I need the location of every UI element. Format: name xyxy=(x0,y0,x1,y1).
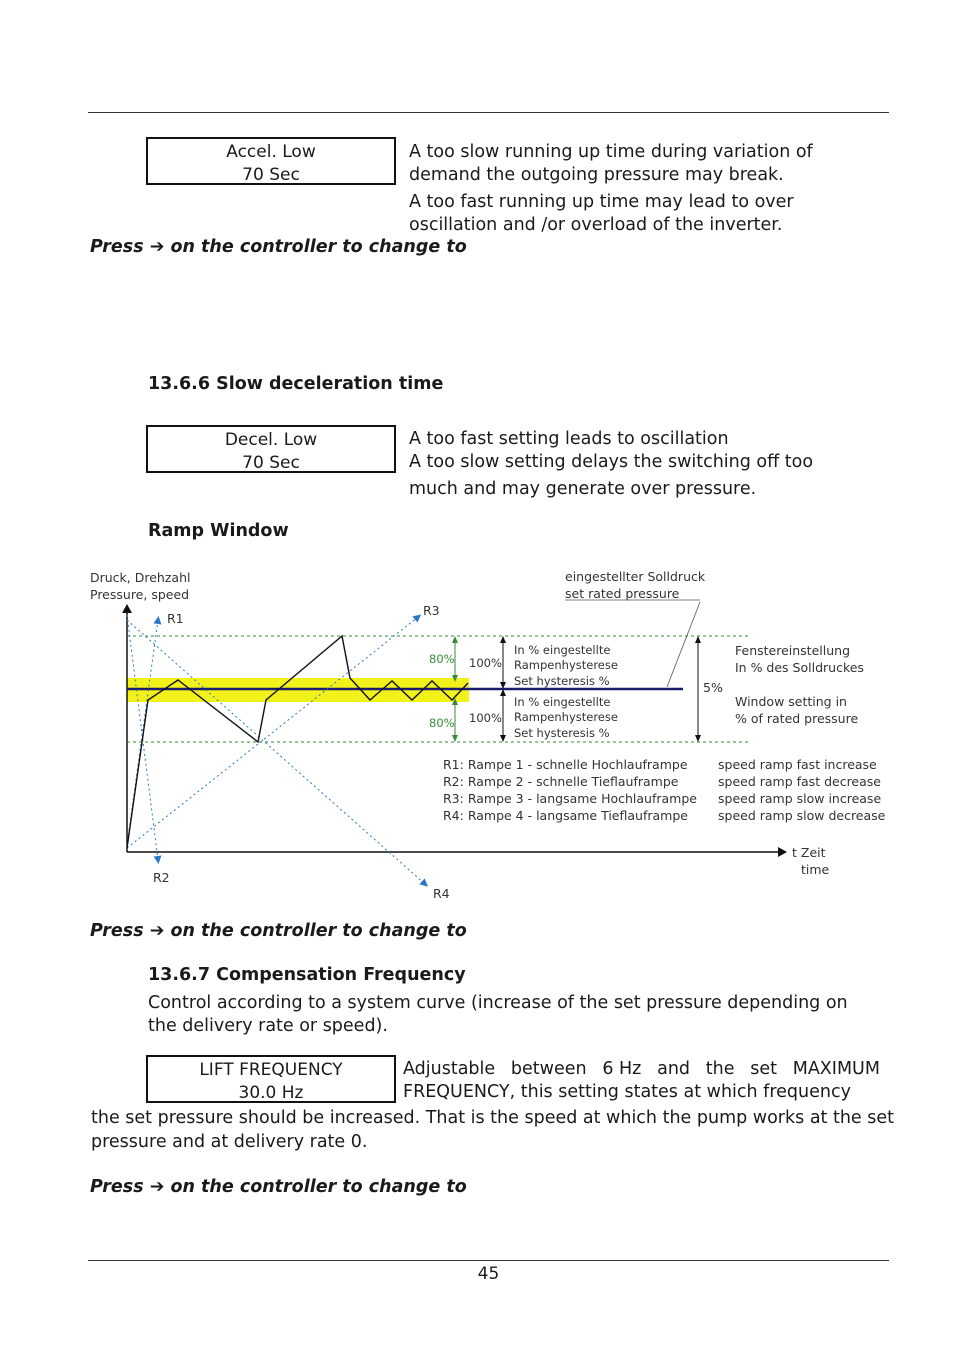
arrow-up-icon xyxy=(695,636,701,643)
press-instruction: Press ➔ on the controller to change to xyxy=(90,1177,467,1197)
section-heading: 13.6.6 Slow deceleration time xyxy=(148,374,444,394)
y-axis-arrow-icon xyxy=(122,604,132,613)
arrow-up-icon xyxy=(500,636,506,643)
desc-word: MAXIMUM xyxy=(792,1059,880,1079)
setpoint-leader xyxy=(667,602,700,687)
desc-line: FREQUENCY, this setting states at which frequency xyxy=(403,1082,851,1102)
legend-de-line: R4: Rampe 4 - langsame Tieflauframpe xyxy=(443,808,688,823)
pct80-bottom: 80% xyxy=(429,716,455,730)
window-en-line: Window setting in xyxy=(735,694,847,709)
pct100-top: 100% xyxy=(469,656,502,670)
time-label-en: time xyxy=(801,862,830,877)
accel-low-display xyxy=(146,137,396,185)
hyst-bottom-line: Rampenhysterese xyxy=(514,710,618,724)
y-label-de: Druck, Drehzahl xyxy=(90,570,191,585)
cont-line: the set pressure should be increased. That is the speed at which the pump works at the set xyxy=(91,1108,894,1128)
setpoint-label-en: set rated pressure xyxy=(565,586,680,601)
legend-de-line: R1: Rampe 1 - schnelle Hochlauframpe xyxy=(443,757,688,772)
lift-frequency-continuation xyxy=(91,1107,894,1154)
desc-word: Adjustable xyxy=(403,1059,496,1079)
decel-description xyxy=(409,428,813,501)
legend-en-line: speed ramp fast increase xyxy=(718,757,877,772)
r2-label: R2 xyxy=(153,870,170,885)
hyst-bottom-line: Set hysteresis % xyxy=(514,726,610,740)
r1-label: R1 xyxy=(167,611,184,626)
setpoint-label-de: eingestellter Solldruck xyxy=(565,569,706,584)
cont-line: pressure and at delivery rate 0. xyxy=(91,1132,368,1152)
pct80-top: 80% xyxy=(429,652,455,666)
ramp-r3-guide xyxy=(127,617,418,848)
legend-en-line: speed ramp slow decrease xyxy=(718,808,886,823)
ramp-window-heading: Ramp Window xyxy=(148,521,289,541)
press-instruction: Press ➔ on the controller to change to xyxy=(90,921,467,941)
legend-de-line: R3: Rampe 3 - langsame Hochlauframpe xyxy=(443,791,697,806)
display-line-1: Accel. Low xyxy=(226,142,316,162)
intro-line: Control according to a system curve (increase of the set pressure depending on xyxy=(148,993,848,1013)
hyst-top-line: Set hysteresis % xyxy=(514,674,610,688)
legend-de-line: R2: Rampe 2 - schnelle Tieflauframpe xyxy=(443,774,679,789)
display-line-2: 30.0 Hz xyxy=(238,1083,304,1103)
desc-line: demand the outgoing pressure may break. xyxy=(409,165,784,185)
justified-line xyxy=(403,1058,880,1081)
desc-line: A too slow running up time during variation of xyxy=(409,142,813,162)
display-line-1: LIFT FREQUENCY xyxy=(199,1060,343,1080)
legend-en-line: speed ramp slow increase xyxy=(718,791,882,806)
pct100-bottom: 100% xyxy=(469,711,502,725)
arrow-down-icon xyxy=(500,735,506,742)
desc-word: set xyxy=(750,1059,777,1079)
arrow-up-icon xyxy=(452,636,458,643)
desc-line: A too fast setting leads to oscillation xyxy=(409,429,729,449)
r3-label: R3 xyxy=(423,603,440,618)
hyst-top-line: In % eingestellte xyxy=(514,643,611,657)
lift-frequency-description xyxy=(403,1058,880,1104)
legend-en-line: speed ramp fast decrease xyxy=(718,774,881,789)
desc-word: and xyxy=(657,1059,691,1079)
press-instruction: Press ➔ on the controller to change to xyxy=(90,237,467,257)
page-number: 45 xyxy=(477,1264,500,1284)
display-line-2: 70 Sec xyxy=(242,453,300,473)
desc-line: A too fast running up time may lead to over xyxy=(409,192,794,212)
desc-line: much and may generate over pressure. xyxy=(409,479,757,499)
ramp-window-diagram xyxy=(0,560,954,905)
desc-word: 6 Hz xyxy=(602,1059,642,1079)
desc-line: oscillation and /or overload of the inverter. xyxy=(409,215,783,235)
y-label-en: Pressure, speed xyxy=(90,587,190,602)
ramp-r4-guide xyxy=(127,620,425,884)
pct5-label: 5% xyxy=(703,680,723,695)
display-line-1: Decel. Low xyxy=(224,430,318,450)
time-label-de: t Zeit xyxy=(792,845,826,860)
r4-label: R4 xyxy=(433,886,450,901)
footer-rule xyxy=(88,1260,889,1261)
arrow-down-icon xyxy=(452,735,458,742)
compensation-intro xyxy=(148,992,848,1038)
window-de-line: In % des Solldruckes xyxy=(735,660,864,675)
arrow-down-icon xyxy=(695,735,701,742)
x-axis-arrow-icon xyxy=(778,847,787,857)
decel-low-display xyxy=(146,425,396,473)
lift-frequency-display xyxy=(146,1055,396,1103)
hyst-top-line: Rampenhysterese xyxy=(514,658,618,672)
display-line-2: 70 Sec xyxy=(242,165,300,185)
intro-line: the delivery rate or speed). xyxy=(148,1016,388,1036)
header-rule xyxy=(88,112,889,113)
window-en-line: % of rated pressure xyxy=(735,711,859,726)
desc-word: the xyxy=(705,1059,735,1079)
window-de-line: Fenstereinstellung xyxy=(735,643,851,658)
section-heading: 13.6.7 Compensation Frequency xyxy=(148,965,466,985)
hyst-bottom-line: In % eingestellte xyxy=(514,695,611,709)
desc-line: A too slow setting delays the switching off too xyxy=(409,452,814,472)
desc-word: between xyxy=(510,1059,587,1079)
accel-description xyxy=(409,141,813,237)
